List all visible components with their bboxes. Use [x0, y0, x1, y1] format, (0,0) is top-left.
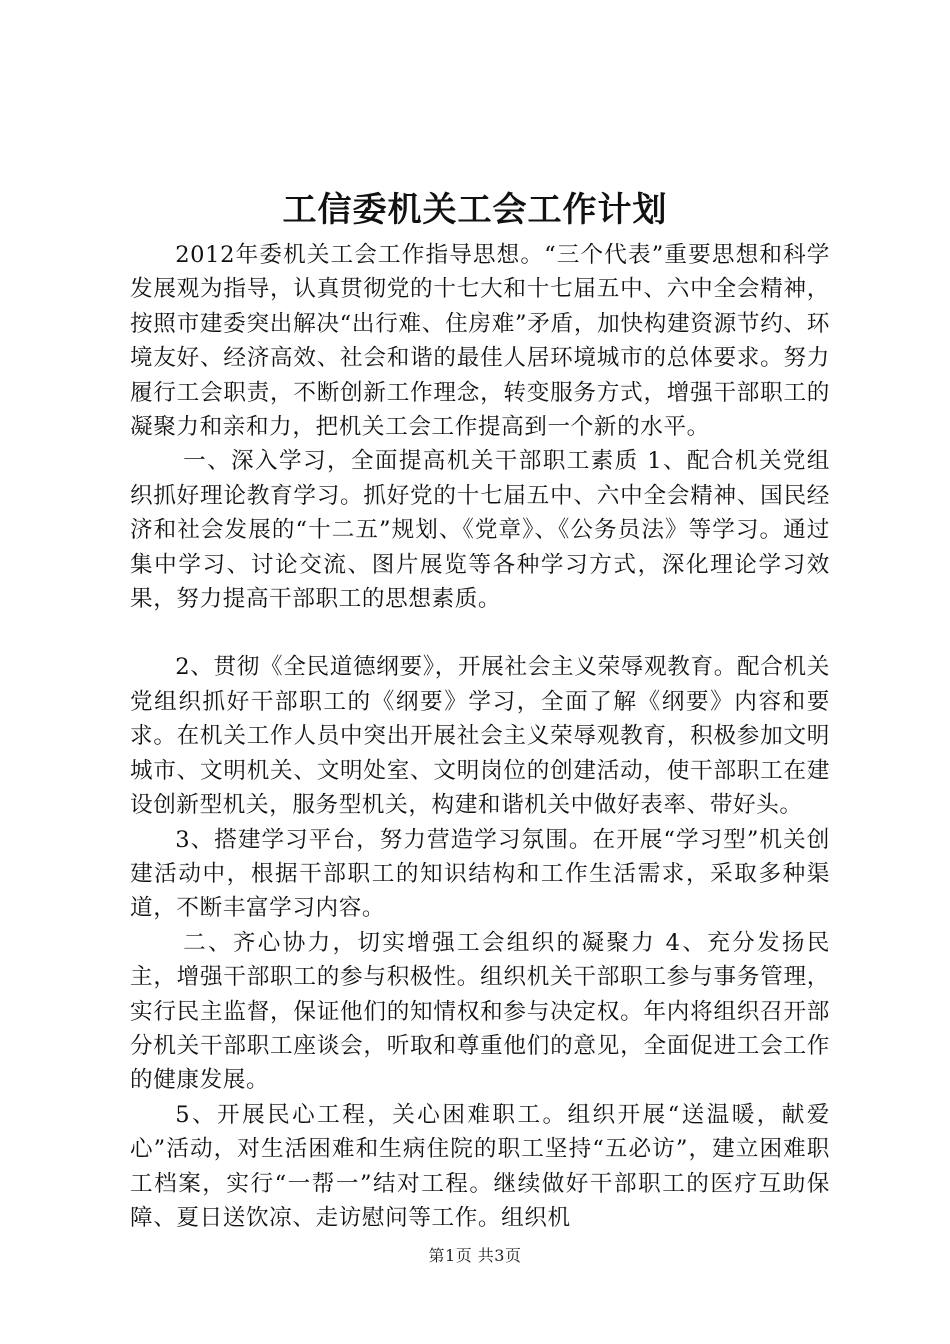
document-title: 工信委机关工会工作计划	[282, 190, 668, 230]
paragraph-guiding-thought: 2012年委机关工会工作指导思想。“三个代表”重要思想和科学发展观为指导，认真贯彻党的十七大和十七届五中、六中全会精神，按照市建委突出解决“出行难、住房难”矛盾，加快构建资源节约、环境友好、经济高效、社会和谐的最佳人居环境城市的总体要求。努力履行工会职责，不断创新工作理念，转变服务方式，增强干部职工的凝聚力和亲和力，把机关工会工作提高到一个新的水平。	[130, 242, 830, 441]
paragraph-item-two: 2、贯彻《全民道德纲要》，开展社会主义荣辱观教育。配合机关党组织抓好干部职工的《纲要》学习，全面了解《纲要》内容和要求。在机关工作人员中突出开展社会主义荣辱观教育，积极参加文明城市、文明机关、文明处室、文明岗位的创建活动，使干部职工在建设创新型机关，服务型机关，构建和谐机关中做好表率、带好头。	[130, 654, 830, 819]
paragraph-section-two: 二、齐心协力，切实增强工会组织的凝聚力 4、充分发扬民主，增强干部职工的参与积极性。组织机关干部职工参与事务管理，实行民主监督，保证他们的知情权和参与决定权。年内将组织召开部分机关干部职工座谈会，听取和尊重他们的意见，全面促进工会工作的健康发展。	[130, 929, 830, 1094]
page-number-footer: 第1页 共3页	[428, 1246, 522, 1265]
paragraph-item-five: 5、开展民心工程，关心困难职工。组织开展“送温暖，献爱心”活动，对生活困难和生病住院的职工坚持“五必访”，建立困难职工档案，实行“一帮一”结对工程。继续做好干部职工的医疗互助保障、夏日送饮凉、走访慰问等工作。组织机	[130, 1101, 830, 1231]
paragraph-section-one: 一、深入学习，全面提高机关干部职工素质 1、配合机关党组织抓好理论教育学习。抓好党的十七届五中、六中全会精神、国民经济和社会发展的“十二五”规划、《党章》、《公务员法》等学习。通过集中学习、讨论交流、图片展览等各种学习方式，深化理论学习效果，努力提高干部职工的思想素质。	[130, 448, 830, 613]
document-body	[130, 238, 830, 1235]
paragraph-item-three: 3、搭建学习平台，努力营造学习氛围。在开展“学习型”机关创建活动中，根据干部职工的知识结构和工作生活需求，采取多种渠道，不断丰富学习内容。	[130, 826, 830, 922]
